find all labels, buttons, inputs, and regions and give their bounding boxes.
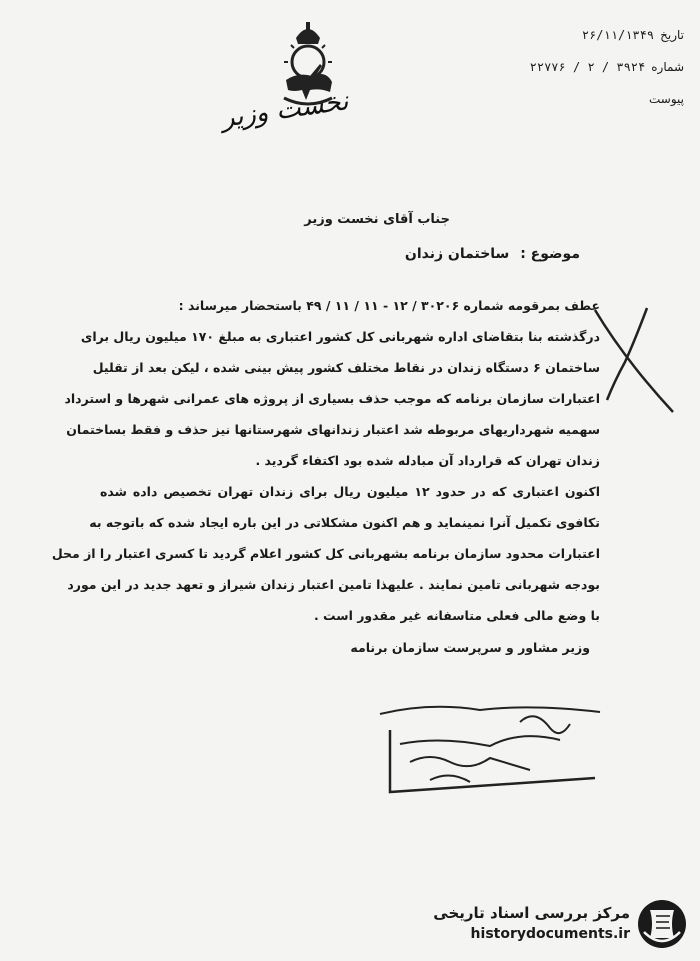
number-label: شماره <box>651 60 684 74</box>
body-line: ساختمان ۶ دستگاه زندان در نقاط مختلف کشور پیش بینی شده ، لیکن بعد از تقلیل <box>92 360 600 375</box>
handwritten-cross-mark-icon <box>585 300 680 415</box>
archive-watermark <box>420 904 630 942</box>
date-label: تاریخ <box>660 28 684 42</box>
attachment-row <box>484 92 684 124</box>
subject-label: موضوع : <box>520 246 580 262</box>
archive-url: historydocuments.ir <box>470 926 630 942</box>
body-line: درگذشته بنا بتقاضای اداره شهربانی کل کشور اعتباری به مبلغ ۱۷۰ میلیون ریال برای <box>80 329 600 344</box>
number-row <box>484 60 684 92</box>
date-row <box>484 28 684 60</box>
document-meta <box>484 28 684 124</box>
subject-value: ساختمان زندان <box>404 246 510 262</box>
archive-name: مرکز بررسی اسناد تاریخی <box>433 904 630 922</box>
date-value: ۲۶/۱۱/۱۳۴۹ <box>581 28 655 42</box>
subject-line <box>405 246 580 262</box>
body-line: زندان تهران که قرارداد آن مبادله شده بود اکتفاء گردید . <box>255 453 600 468</box>
signatory-title: وزیر مشاور و سرپرست سازمان برنامه <box>350 640 590 655</box>
archive-logo-icon <box>636 898 688 950</box>
handwritten-signature-icon <box>370 700 605 795</box>
ministry-title: نخست وزیر <box>219 86 351 134</box>
body-line: اعتبارات سازمان برنامه که موجب حذف بسیاری از پروژه های عمرانی شهرها و استرداد <box>64 391 600 406</box>
number-value: ۳۹۲۴ / ۲ / ۲۲۷۷۶ <box>529 60 646 74</box>
body-line: بودجه شهربانی تامین نمایند . علیهذا تامین اعتبار زندان شیراز و تعهد جدید در این مورد <box>67 577 600 592</box>
body-line: عطف بمرقومه شماره ۳۰۲۰۶ / ۱۲ - ۱۱ / ۱۱ / ۴۹ باستحضار میرساند : <box>178 298 600 313</box>
body-line: سهمیه شهرداریهای مربوطه شد اعتبار زندانهای شهرستانها نیز حذف و فقط بساختمان <box>66 422 600 437</box>
addressee: جناب آقای نخست وزیر <box>304 212 450 227</box>
body-line: اعتبارات محدود سازمان برنامه بشهربانی کل کشور اعلام گردید تا کسری اعتبار را از محل <box>51 546 600 561</box>
body-line: اکنون اعتباری که در حدود ۱۲ میلیون ریال برای زندان تهران تخصیص داده شده <box>100 484 600 499</box>
body-line: با وضع مالی فعلی متاسفانه غیر مقدور است . <box>313 608 600 623</box>
attachment-label: پیوست <box>649 92 684 106</box>
body-line: تکافوی تکمیل آنرا نمینماید و هم اکنون مشکلاتی در این باره ایجاد شده که باتوجه به <box>89 515 600 530</box>
letter-body <box>51 290 600 631</box>
